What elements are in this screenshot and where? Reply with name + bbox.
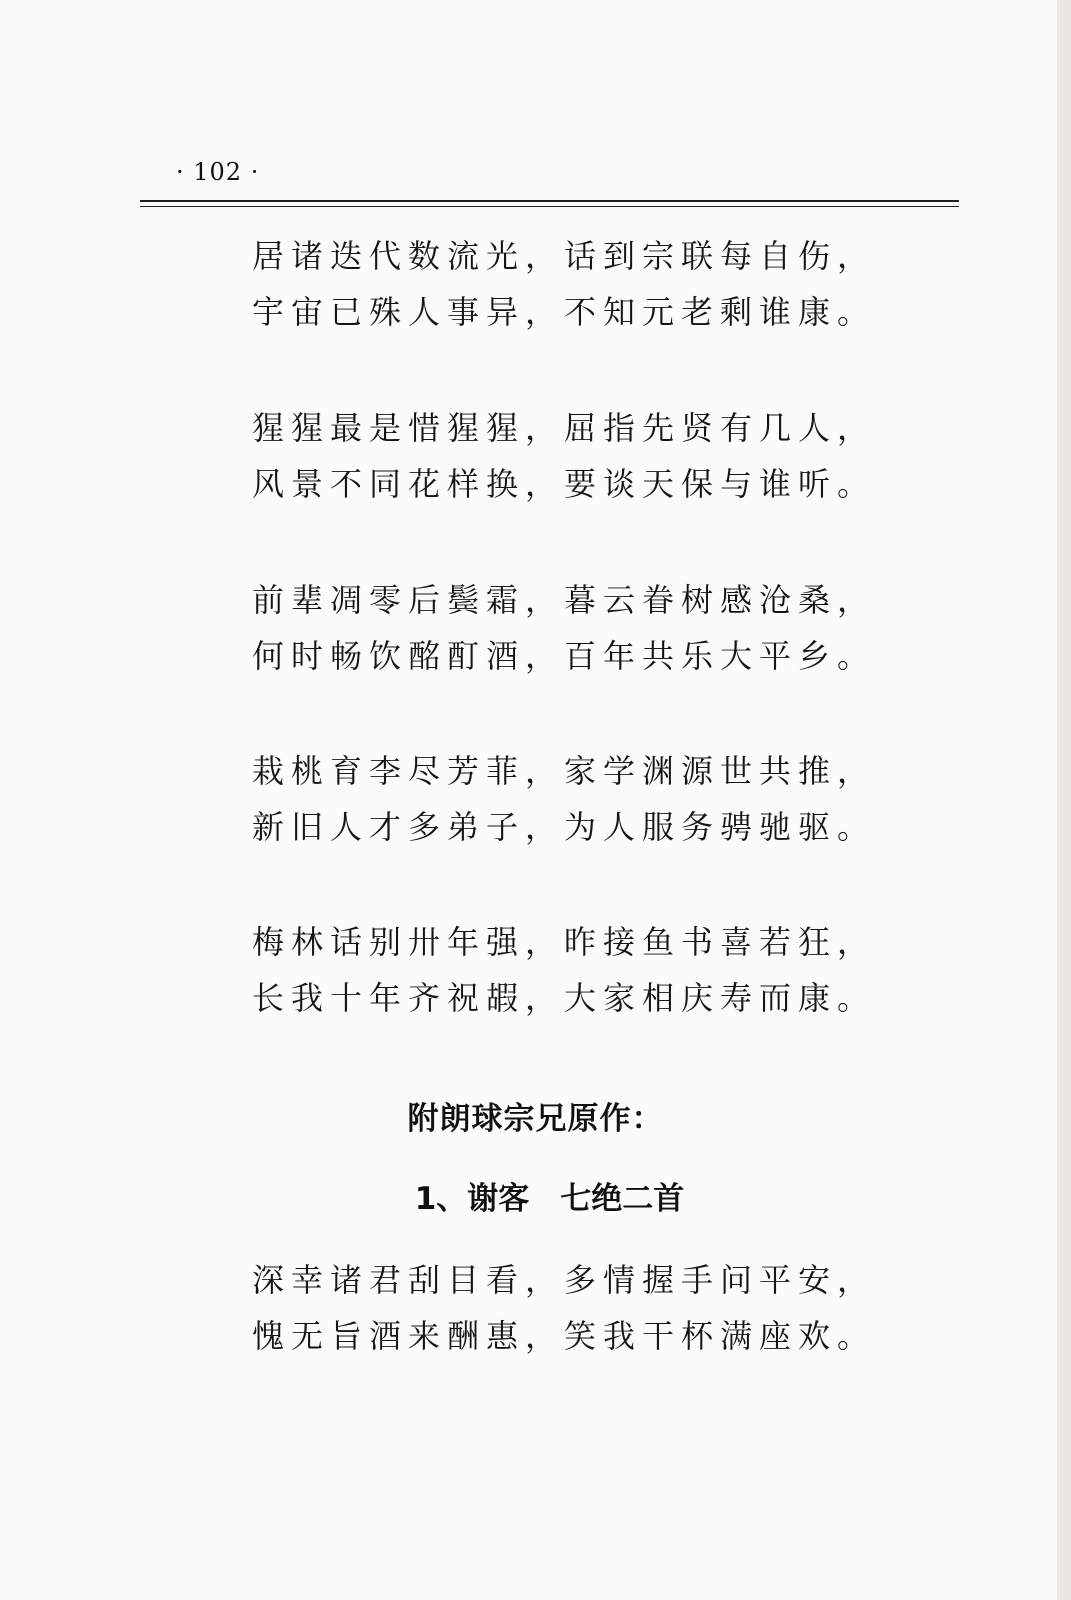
page-edge	[1057, 0, 1071, 1600]
verse-line: 深幸诸君刮目看，多情握手问平安，	[252, 1261, 877, 1299]
verse-line: 新旧人才多弟子，为人服务骋驰驱。	[252, 808, 877, 846]
verse-line: 何时畅饮酩酊酒，百年共乐大平乡。	[252, 637, 877, 675]
final-stanza	[252, 1252, 892, 1364]
stanza-4	[252, 743, 892, 855]
page-number: · 102 ·	[176, 158, 260, 186]
verse-line: 居诸迭代数流光，话到宗联每自伤，	[252, 237, 877, 275]
stanza-5	[252, 914, 892, 1026]
verse-line: 宇宙已殊人事异，不知元老剩谁康。	[252, 293, 877, 331]
verse-line: 愧无旨酒来酬惠，笑我干杯满座欢。	[252, 1317, 877, 1355]
verse-line: 长我十年齐祝嘏，大家相庆寿而康。	[252, 979, 877, 1017]
stanza-2	[252, 400, 892, 512]
verse-line: 栽桃育李尽芳菲，家学渊源世共推，	[252, 752, 877, 790]
header-rule-thick	[140, 200, 959, 202]
appendix-heading: 附朗球宗兄原作：	[407, 1101, 664, 1137]
stanza-1	[252, 228, 892, 340]
verse-line: 猩猩最是惜猩猩，屈指先贤有几人，	[252, 409, 877, 447]
verse-line: 前辈凋零后鬓霜，暮云眷树感沧桑，	[252, 581, 877, 619]
verse-line: 梅林话别卅年强，昨接鱼书喜若狂，	[252, 923, 877, 961]
stanza-3	[252, 572, 892, 684]
verse-line: 风景不同花样换，要谈天保与谁听。	[252, 465, 877, 503]
header-rule-thin	[140, 206, 959, 207]
poem-title: 1、谢客 七绝二首	[414, 1181, 685, 1217]
